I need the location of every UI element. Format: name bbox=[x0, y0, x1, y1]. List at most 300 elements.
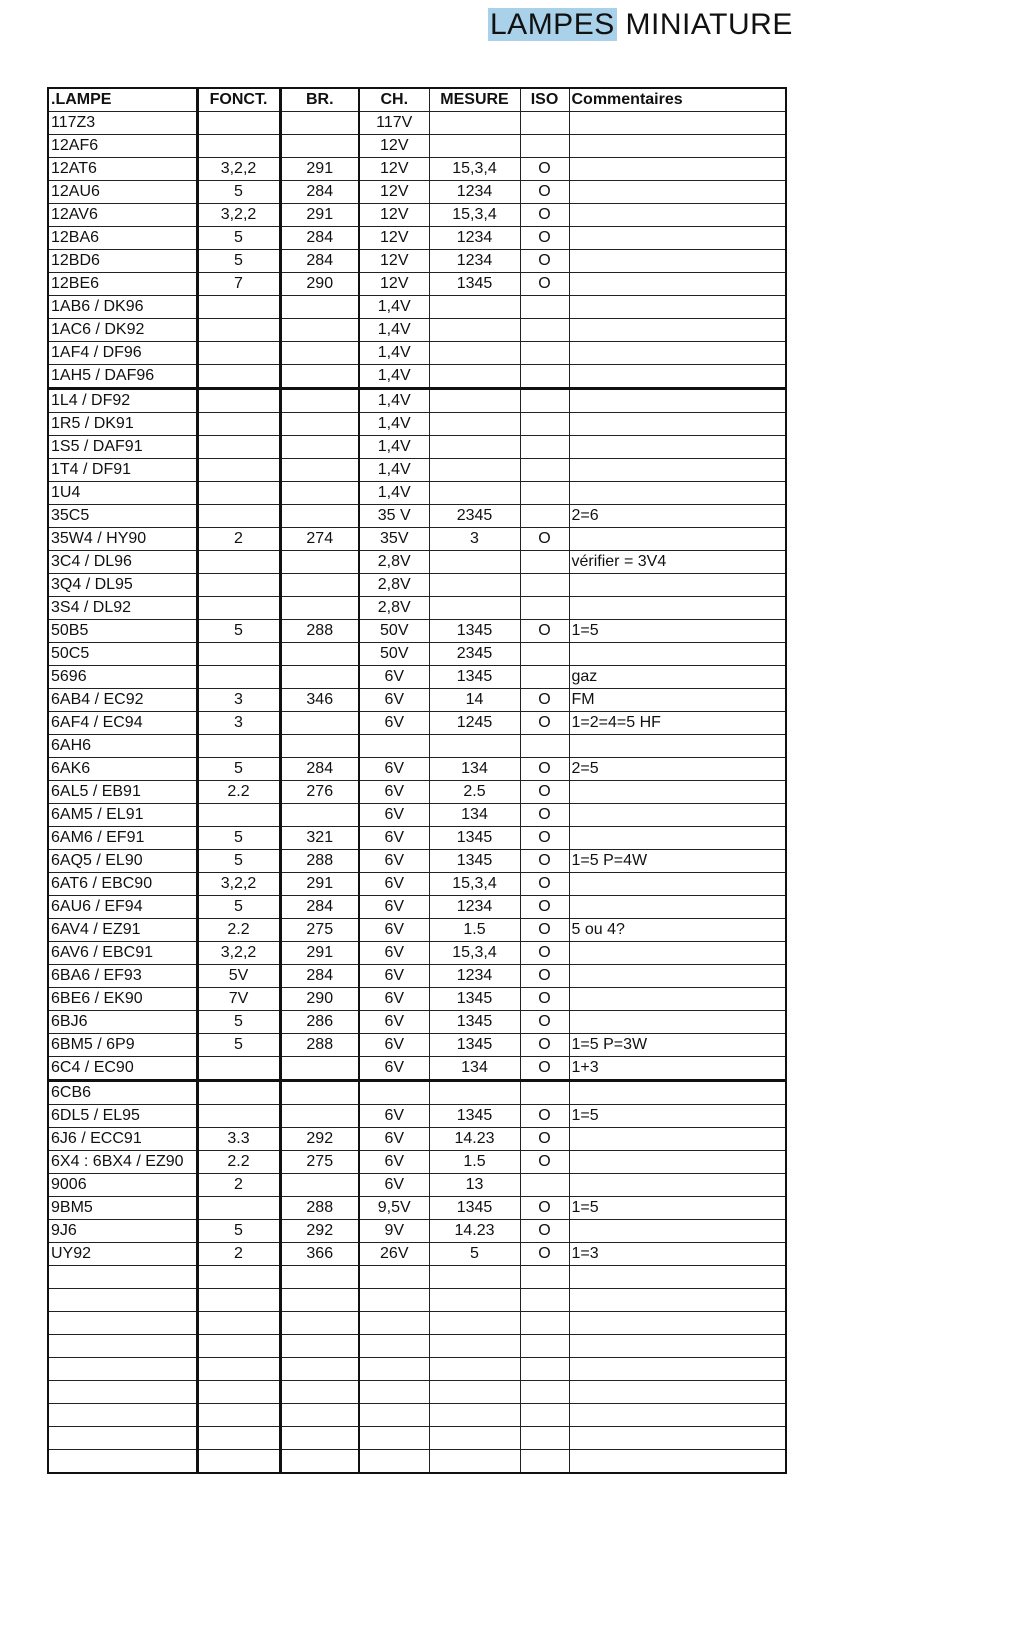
cell-fonct bbox=[197, 1197, 280, 1220]
cell-br bbox=[280, 1057, 359, 1081]
cell-ch: 1,4V bbox=[359, 342, 429, 365]
cell-mesure: 13 bbox=[429, 1174, 520, 1197]
cell-lampe: 5696 bbox=[48, 666, 197, 689]
cell-mesure: 1234 bbox=[429, 227, 520, 250]
cell-fonct bbox=[197, 597, 280, 620]
cell-commentaires: 1=5 P=3W bbox=[569, 1034, 786, 1057]
cell-mesure bbox=[429, 389, 520, 413]
cell-fonct bbox=[197, 1427, 280, 1450]
cell-br: 288 bbox=[280, 1034, 359, 1057]
cell-ch: 6V bbox=[359, 942, 429, 965]
cell-mesure: 2345 bbox=[429, 643, 520, 666]
table-row bbox=[48, 181, 786, 204]
cell-mesure: 1345 bbox=[429, 1034, 520, 1057]
cell-iso bbox=[520, 551, 569, 574]
cell-mesure bbox=[429, 459, 520, 482]
cell-lampe: 3Q4 / DL95 bbox=[48, 574, 197, 597]
cell-commentaires bbox=[569, 436, 786, 459]
table-row bbox=[48, 1220, 786, 1243]
cell-lampe: 35W4 / HY90 bbox=[48, 528, 197, 551]
cell-br bbox=[280, 365, 359, 389]
cell-br: 292 bbox=[280, 1128, 359, 1151]
cell-fonct bbox=[197, 112, 280, 135]
cell-mesure bbox=[429, 365, 520, 389]
cell-commentaires: 1=5 bbox=[569, 1105, 786, 1128]
cell-iso: O bbox=[520, 1243, 569, 1266]
cell-mesure: 134 bbox=[429, 804, 520, 827]
table-header-row bbox=[48, 88, 786, 112]
cell-mesure: 1.5 bbox=[429, 1151, 520, 1174]
cell-mesure: 1245 bbox=[429, 712, 520, 735]
table-row bbox=[48, 1011, 786, 1034]
cell-fonct: 3,2,2 bbox=[197, 158, 280, 181]
cell-ch: 6V bbox=[359, 689, 429, 712]
cell-ch: 6V bbox=[359, 919, 429, 942]
cell-lampe: 1U4 bbox=[48, 482, 197, 505]
cell-ch: 1,4V bbox=[359, 482, 429, 505]
cell-lampe: 9J6 bbox=[48, 1220, 197, 1243]
table-row bbox=[48, 1381, 786, 1404]
cell-ch: 12V bbox=[359, 181, 429, 204]
cell-mesure: 1345 bbox=[429, 273, 520, 296]
header-mesure: MESURE bbox=[429, 88, 520, 112]
cell-commentaires bbox=[569, 413, 786, 436]
cell-fonct bbox=[197, 1105, 280, 1128]
cell-commentaires bbox=[569, 896, 786, 919]
cell-lampe: 12AV6 bbox=[48, 204, 197, 227]
cell-ch: 6V bbox=[359, 827, 429, 850]
cell-fonct bbox=[197, 1358, 280, 1381]
cell-iso bbox=[520, 1081, 569, 1105]
cell-mesure bbox=[429, 135, 520, 158]
cell-mesure: 1345 bbox=[429, 988, 520, 1011]
cell-lampe: 12BA6 bbox=[48, 227, 197, 250]
cell-lampe bbox=[48, 1312, 197, 1335]
cell-iso bbox=[520, 296, 569, 319]
cell-lampe bbox=[48, 1450, 197, 1474]
cell-br bbox=[280, 505, 359, 528]
cell-fonct bbox=[197, 1312, 280, 1335]
cell-ch: 1,4V bbox=[359, 319, 429, 342]
table-row bbox=[48, 1266, 786, 1289]
cell-iso bbox=[520, 436, 569, 459]
cell-iso: O bbox=[520, 158, 569, 181]
cell-commentaires bbox=[569, 112, 786, 135]
cell-iso: O bbox=[520, 942, 569, 965]
cell-commentaires bbox=[569, 1289, 786, 1312]
cell-commentaires bbox=[569, 574, 786, 597]
header-iso: ISO bbox=[520, 88, 569, 112]
cell-ch: 6V bbox=[359, 965, 429, 988]
cell-ch: 6V bbox=[359, 1151, 429, 1174]
cell-commentaires bbox=[569, 1128, 786, 1151]
cell-br bbox=[280, 597, 359, 620]
cell-br bbox=[280, 482, 359, 505]
cell-mesure: 2345 bbox=[429, 505, 520, 528]
cell-mesure bbox=[429, 436, 520, 459]
cell-fonct bbox=[197, 1381, 280, 1404]
cell-iso: O bbox=[520, 873, 569, 896]
table-row bbox=[48, 643, 786, 666]
cell-iso: O bbox=[520, 850, 569, 873]
cell-iso: O bbox=[520, 965, 569, 988]
cell-iso bbox=[520, 342, 569, 365]
table-row bbox=[48, 227, 786, 250]
cell-commentaires bbox=[569, 735, 786, 758]
cell-commentaires bbox=[569, 342, 786, 365]
cell-br bbox=[280, 1404, 359, 1427]
cell-br bbox=[280, 1105, 359, 1128]
cell-ch: 6V bbox=[359, 896, 429, 919]
table-row bbox=[48, 135, 786, 158]
cell-fonct: 5 bbox=[197, 1011, 280, 1034]
title-highlighted-word: LAMPES bbox=[490, 8, 615, 41]
cell-commentaires: 5 ou 4? bbox=[569, 919, 786, 942]
table-row bbox=[48, 919, 786, 942]
cell-commentaires: 1+3 bbox=[569, 1057, 786, 1081]
cell-br bbox=[280, 666, 359, 689]
cell-iso bbox=[520, 574, 569, 597]
header-fonct: FONCT. bbox=[197, 88, 280, 112]
cell-fonct: 3,2,2 bbox=[197, 204, 280, 227]
cell-fonct: 2.2 bbox=[197, 781, 280, 804]
cell-ch bbox=[359, 735, 429, 758]
cell-ch: 2,8V bbox=[359, 597, 429, 620]
cell-lampe: 1R5 / DK91 bbox=[48, 413, 197, 436]
cell-mesure bbox=[429, 1289, 520, 1312]
cell-mesure bbox=[429, 735, 520, 758]
cell-ch: 6V bbox=[359, 850, 429, 873]
cell-br bbox=[280, 296, 359, 319]
cell-mesure: 1345 bbox=[429, 1197, 520, 1220]
cell-mesure bbox=[429, 1427, 520, 1450]
cell-ch: 6V bbox=[359, 1034, 429, 1057]
table-row bbox=[48, 482, 786, 505]
cell-mesure: 1234 bbox=[429, 896, 520, 919]
cell-commentaires bbox=[569, 319, 786, 342]
table-row bbox=[48, 620, 786, 643]
cell-fonct bbox=[197, 505, 280, 528]
cell-iso bbox=[520, 1358, 569, 1381]
table-row bbox=[48, 781, 786, 804]
cell-br: 275 bbox=[280, 1151, 359, 1174]
cell-mesure: 134 bbox=[429, 1057, 520, 1081]
cell-fonct bbox=[197, 735, 280, 758]
table-row bbox=[48, 505, 786, 528]
cell-iso bbox=[520, 482, 569, 505]
cell-ch: 6V bbox=[359, 666, 429, 689]
table-row bbox=[48, 112, 786, 135]
cell-ch: 6V bbox=[359, 1105, 429, 1128]
cell-ch: 1,4V bbox=[359, 436, 429, 459]
cell-lampe: 9BM5 bbox=[48, 1197, 197, 1220]
cell-fonct: 5 bbox=[197, 620, 280, 643]
cell-iso: O bbox=[520, 1151, 569, 1174]
cell-iso bbox=[520, 1174, 569, 1197]
cell-fonct bbox=[197, 296, 280, 319]
cell-fonct bbox=[197, 1057, 280, 1081]
cell-ch bbox=[359, 1081, 429, 1105]
cell-commentaires bbox=[569, 873, 786, 896]
cell-lampe: 12AT6 bbox=[48, 158, 197, 181]
table-row bbox=[48, 1197, 786, 1220]
cell-ch bbox=[359, 1427, 429, 1450]
table-row bbox=[48, 850, 786, 873]
table-row bbox=[48, 389, 786, 413]
cell-br bbox=[280, 1358, 359, 1381]
cell-br: 346 bbox=[280, 689, 359, 712]
table-row bbox=[48, 413, 786, 436]
cell-mesure: 5 bbox=[429, 1243, 520, 1266]
title-rest: MINIATURE bbox=[616, 8, 793, 41]
cell-commentaires bbox=[569, 965, 786, 988]
cell-ch: 6V bbox=[359, 1057, 429, 1081]
cell-iso: O bbox=[520, 804, 569, 827]
cell-ch bbox=[359, 1312, 429, 1335]
cell-fonct bbox=[197, 1266, 280, 1289]
cell-iso: O bbox=[520, 712, 569, 735]
table-row bbox=[48, 597, 786, 620]
cell-mesure bbox=[429, 551, 520, 574]
cell-br bbox=[280, 135, 359, 158]
table-row bbox=[48, 689, 786, 712]
cell-mesure: 14.23 bbox=[429, 1128, 520, 1151]
cell-commentaires: 1=5 P=4W bbox=[569, 850, 786, 873]
cell-iso: O bbox=[520, 1011, 569, 1034]
table-row bbox=[48, 942, 786, 965]
cell-commentaires bbox=[569, 988, 786, 1011]
table-row bbox=[48, 1404, 786, 1427]
cell-fonct bbox=[197, 666, 280, 689]
cell-br: 275 bbox=[280, 919, 359, 942]
table-row bbox=[48, 1243, 786, 1266]
table-row bbox=[48, 158, 786, 181]
cell-br bbox=[280, 1312, 359, 1335]
cell-fonct: 5 bbox=[197, 181, 280, 204]
cell-fonct: 5 bbox=[197, 850, 280, 873]
cell-commentaires bbox=[569, 1404, 786, 1427]
cell-br: 292 bbox=[280, 1220, 359, 1243]
table-row bbox=[48, 1450, 786, 1474]
table-row bbox=[48, 1128, 786, 1151]
cell-mesure: 1345 bbox=[429, 827, 520, 850]
cell-lampe bbox=[48, 1266, 197, 1289]
cell-ch: 1,4V bbox=[359, 365, 429, 389]
cell-iso bbox=[520, 1335, 569, 1358]
cell-ch: 1,4V bbox=[359, 389, 429, 413]
cell-commentaires bbox=[569, 1081, 786, 1105]
table-row bbox=[48, 1057, 786, 1081]
cell-ch bbox=[359, 1289, 429, 1312]
cell-br: 284 bbox=[280, 250, 359, 273]
cell-br: 284 bbox=[280, 965, 359, 988]
cell-fonct: 5 bbox=[197, 250, 280, 273]
cell-lampe: 6X4 : 6BX4 / EZ90 bbox=[48, 1151, 197, 1174]
cell-commentaires bbox=[569, 1358, 786, 1381]
cell-lampe: 3S4 / DL92 bbox=[48, 597, 197, 620]
cell-ch: 26V bbox=[359, 1243, 429, 1266]
cell-commentaires: 2=6 bbox=[569, 505, 786, 528]
cell-lampe: 1S5 / DAF91 bbox=[48, 436, 197, 459]
cell-iso: O bbox=[520, 204, 569, 227]
cell-br bbox=[280, 319, 359, 342]
cell-iso: O bbox=[520, 1128, 569, 1151]
cell-br: 321 bbox=[280, 827, 359, 850]
cell-commentaires bbox=[569, 250, 786, 273]
cell-br bbox=[280, 1335, 359, 1358]
cell-commentaires bbox=[569, 459, 786, 482]
cell-br bbox=[280, 643, 359, 666]
cell-fonct: 2 bbox=[197, 1243, 280, 1266]
cell-br: 291 bbox=[280, 873, 359, 896]
table-row bbox=[48, 1289, 786, 1312]
cell-iso: O bbox=[520, 827, 569, 850]
cell-iso: O bbox=[520, 528, 569, 551]
cell-fonct: 3 bbox=[197, 689, 280, 712]
cell-commentaires bbox=[569, 1450, 786, 1474]
lamp-table bbox=[47, 87, 787, 1474]
cell-commentaires bbox=[569, 1151, 786, 1174]
cell-fonct: 5V bbox=[197, 965, 280, 988]
table-body bbox=[48, 112, 786, 1474]
cell-fonct: 3,2,2 bbox=[197, 873, 280, 896]
cell-mesure bbox=[429, 1358, 520, 1381]
cell-lampe: UY92 bbox=[48, 1243, 197, 1266]
cell-commentaires bbox=[569, 158, 786, 181]
cell-mesure bbox=[429, 342, 520, 365]
cell-lampe: 1L4 / DF92 bbox=[48, 389, 197, 413]
cell-lampe: 6CB6 bbox=[48, 1081, 197, 1105]
cell-br: 366 bbox=[280, 1243, 359, 1266]
cell-mesure bbox=[429, 1381, 520, 1404]
cell-mesure bbox=[429, 296, 520, 319]
cell-mesure: 1234 bbox=[429, 965, 520, 988]
cell-lampe: 6AV6 / EBC91 bbox=[48, 942, 197, 965]
cell-iso bbox=[520, 735, 569, 758]
cell-ch: 6V bbox=[359, 873, 429, 896]
cell-fonct bbox=[197, 1404, 280, 1427]
cell-commentaires: 1=2=4=5 HF bbox=[569, 712, 786, 735]
cell-mesure bbox=[429, 482, 520, 505]
table-row bbox=[48, 1174, 786, 1197]
cell-iso bbox=[520, 135, 569, 158]
cell-mesure bbox=[429, 112, 520, 135]
cell-lampe: 6AM6 / EF91 bbox=[48, 827, 197, 850]
table-row bbox=[48, 342, 786, 365]
cell-fonct: 5 bbox=[197, 1220, 280, 1243]
cell-lampe: 6AM5 / EL91 bbox=[48, 804, 197, 827]
cell-mesure bbox=[429, 1335, 520, 1358]
cell-lampe: 117Z3 bbox=[48, 112, 197, 135]
cell-ch: 6V bbox=[359, 1174, 429, 1197]
cell-br bbox=[280, 436, 359, 459]
cell-commentaires: gaz bbox=[569, 666, 786, 689]
header-commentaires: Commentaires bbox=[569, 88, 786, 112]
cell-lampe: 1AC6 / DK92 bbox=[48, 319, 197, 342]
cell-ch: 2,8V bbox=[359, 574, 429, 597]
cell-iso bbox=[520, 643, 569, 666]
cell-fonct: 3 bbox=[197, 712, 280, 735]
cell-br: 286 bbox=[280, 1011, 359, 1034]
header-br: BR. bbox=[280, 88, 359, 112]
cell-iso bbox=[520, 1266, 569, 1289]
cell-ch bbox=[359, 1358, 429, 1381]
table-row bbox=[48, 1427, 786, 1450]
cell-ch: 6V bbox=[359, 1128, 429, 1151]
cell-br: 290 bbox=[280, 273, 359, 296]
table-row bbox=[48, 1151, 786, 1174]
cell-iso: O bbox=[520, 273, 569, 296]
cell-br: 276 bbox=[280, 781, 359, 804]
cell-lampe: 6DL5 / EL95 bbox=[48, 1105, 197, 1128]
cell-mesure: 1345 bbox=[429, 850, 520, 873]
cell-fonct: 3.3 bbox=[197, 1128, 280, 1151]
cell-ch: 50V bbox=[359, 620, 429, 643]
table-row bbox=[48, 551, 786, 574]
table-row bbox=[48, 1105, 786, 1128]
cell-lampe: 6C4 / EC90 bbox=[48, 1057, 197, 1081]
cell-commentaires: 1=5 bbox=[569, 620, 786, 643]
cell-iso bbox=[520, 389, 569, 413]
cell-fonct: 5 bbox=[197, 758, 280, 781]
cell-commentaires: vérifier = 3V4 bbox=[569, 551, 786, 574]
table-row bbox=[48, 896, 786, 919]
table-row bbox=[48, 319, 786, 342]
cell-fonct bbox=[197, 342, 280, 365]
cell-br bbox=[280, 1381, 359, 1404]
cell-ch: 6V bbox=[359, 988, 429, 1011]
cell-ch bbox=[359, 1266, 429, 1289]
cell-lampe bbox=[48, 1335, 197, 1358]
cell-iso bbox=[520, 505, 569, 528]
cell-mesure bbox=[429, 1404, 520, 1427]
cell-mesure: 1345 bbox=[429, 620, 520, 643]
cell-commentaires bbox=[569, 528, 786, 551]
cell-iso bbox=[520, 1312, 569, 1335]
cell-ch: 1,4V bbox=[359, 459, 429, 482]
table-row bbox=[48, 1335, 786, 1358]
cell-lampe: 1AB6 / DK96 bbox=[48, 296, 197, 319]
cell-fonct bbox=[197, 1289, 280, 1312]
cell-mesure bbox=[429, 1312, 520, 1335]
cell-lampe: 6AV4 / EZ91 bbox=[48, 919, 197, 942]
cell-br bbox=[280, 712, 359, 735]
cell-mesure bbox=[429, 1081, 520, 1105]
cell-iso bbox=[520, 365, 569, 389]
cell-lampe bbox=[48, 1358, 197, 1381]
table-row bbox=[48, 459, 786, 482]
table-row bbox=[48, 365, 786, 389]
table-row bbox=[48, 804, 786, 827]
cell-commentaires: 2=5 bbox=[569, 758, 786, 781]
cell-fonct bbox=[197, 1450, 280, 1474]
cell-br bbox=[280, 1450, 359, 1474]
cell-ch: 12V bbox=[359, 135, 429, 158]
cell-mesure: 1234 bbox=[429, 250, 520, 273]
table-row bbox=[48, 1312, 786, 1335]
cell-fonct: 5 bbox=[197, 896, 280, 919]
table-row bbox=[48, 1034, 786, 1057]
cell-lampe: 1T4 / DF91 bbox=[48, 459, 197, 482]
cell-lampe: 6AU6 / EF94 bbox=[48, 896, 197, 919]
cell-iso bbox=[520, 319, 569, 342]
cell-mesure: 14.23 bbox=[429, 1220, 520, 1243]
cell-br: 291 bbox=[280, 204, 359, 227]
cell-lampe: 6J6 / ECC91 bbox=[48, 1128, 197, 1151]
cell-commentaires bbox=[569, 181, 786, 204]
cell-commentaires bbox=[569, 389, 786, 413]
cell-mesure bbox=[429, 574, 520, 597]
